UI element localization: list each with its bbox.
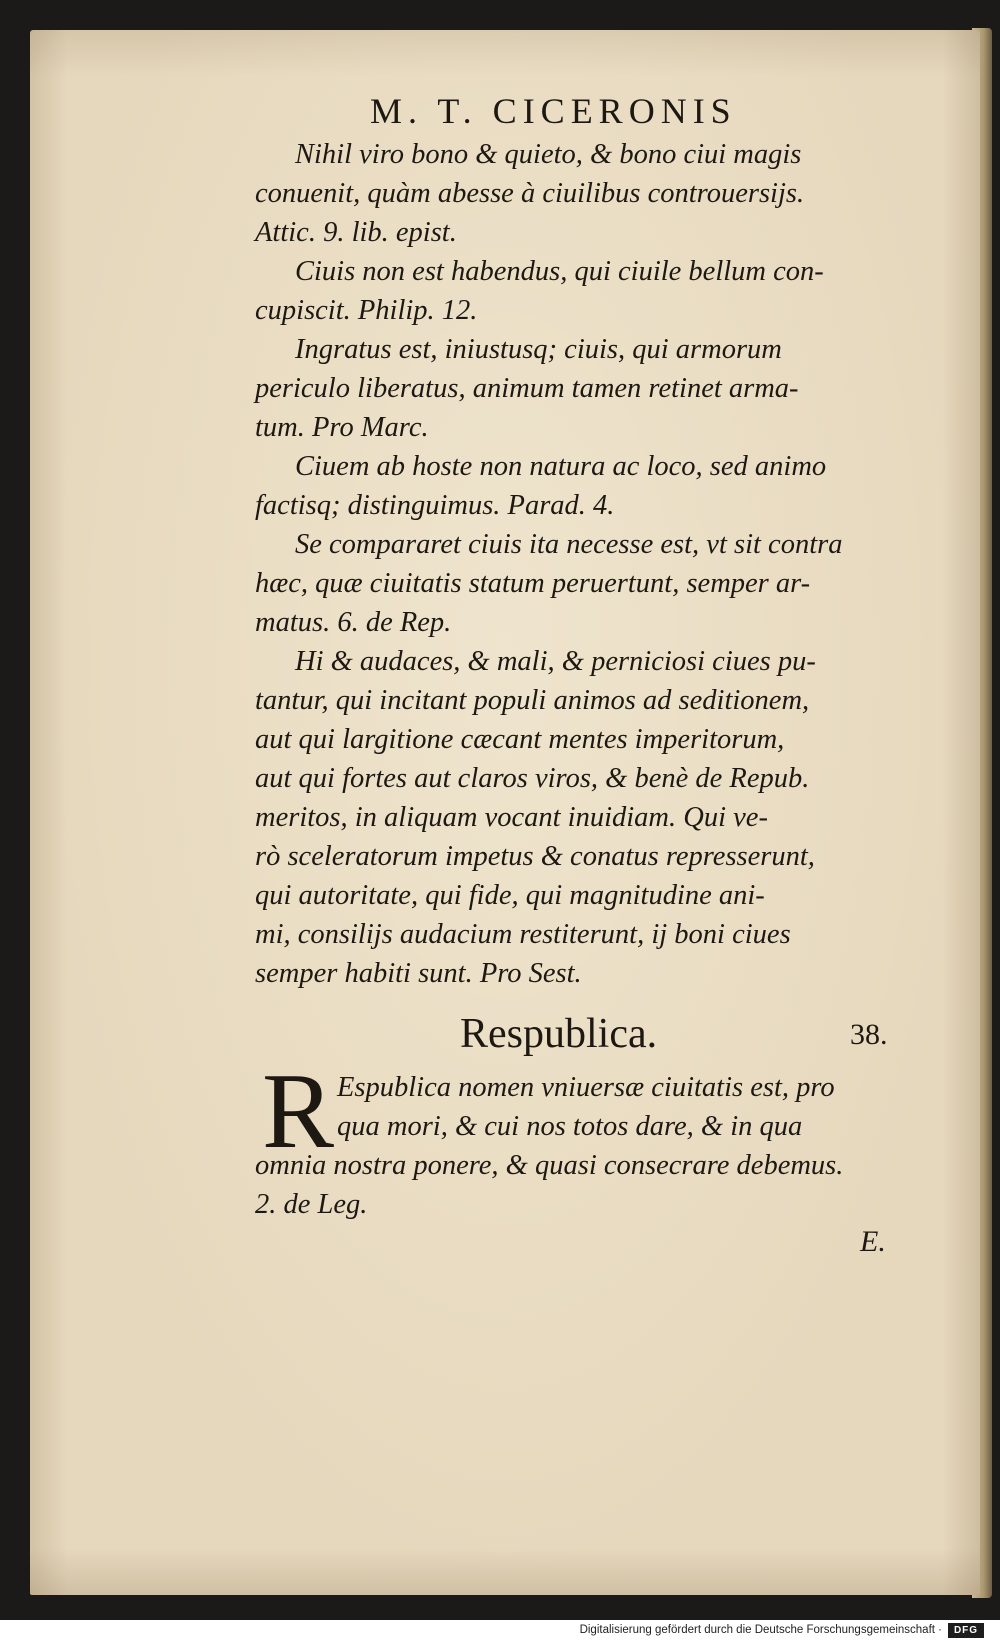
text-line: tantur, qui incitant populi animos ad seditionem, [255, 685, 810, 716]
text-line: Nihil viro bono & quieto, & bono ciui magis [295, 139, 802, 170]
text-line: Se compararet ciuis ita necesse est, vt sit contra [295, 529, 843, 560]
text-line: qui autoritate, qui fide, qui magnitudine ani- [255, 880, 765, 911]
section-heading: Respublica. [460, 1011, 658, 1057]
text-line: semper habiti sunt. Pro Sest. [255, 958, 582, 989]
catchword: E. [860, 1225, 886, 1258]
text-line: conuenit, quàm abesse à ciuilibus controuersijs. [255, 178, 805, 209]
text-line: 2. de Leg. [255, 1189, 368, 1220]
text-line: qua mori, & cui nos totos dare, & in qua [337, 1111, 803, 1142]
running-head: M. T. CICERONIS [370, 91, 737, 131]
digitization-credit: Digitalisierung gefördert durch die Deutsche Forschungsgemeinschaft · [579, 1624, 942, 1636]
dfg-logo: DFG [948, 1623, 984, 1638]
text-line: hæc, quæ ciuitatis statum peruertunt, semper ar- [255, 568, 811, 599]
text-line: tum. Pro Marc. [255, 412, 429, 443]
text-line: rò sceleratorum impetus & conatus represserunt, [255, 841, 815, 872]
text-line: omnia nostra ponere, & quasi consecrare debemus. [255, 1150, 844, 1181]
drop-cap: R [262, 1052, 335, 1171]
text-line: factisq; distinguimus. Parad. 4. [255, 490, 615, 521]
text-line: Ingratus est, iniustusq; ciuis, qui armorum [295, 334, 782, 365]
text-line: aut qui fortes aut claros viros, & benè de Repub. [255, 763, 810, 794]
text-line: Attic. 9. lib. epist. [255, 217, 457, 248]
text-line: periculo liberatus, animum tamen retinet arma- [255, 373, 799, 404]
body-text [255, 135, 935, 993]
text-line: Ciuis non est habendus, qui ciuile bellum con- [295, 256, 824, 287]
respublica-paragraph [255, 1068, 935, 1224]
text-line: mi, consilijs audacium restiterunt, ij boni ciues [255, 919, 791, 950]
text-line: Ciuem ab hoste non natura ac loco, sed animo [295, 451, 827, 482]
text-line: meritos, in aliquam vocant inuidiam. Qui ve- [255, 802, 768, 833]
text-line: matus. 6. de Rep. [255, 607, 452, 638]
text-line: aut qui largitione cæcant mentes imperitorum, [255, 724, 785, 755]
text-line: Espublica nomen vniuersæ ciuitatis est, pro [337, 1072, 835, 1103]
section-number: 38. [850, 1018, 888, 1051]
text-line: cupiscit. Philip. 12. [255, 295, 478, 326]
text-line: Hi & audaces, & mali, & perniciosi ciues pu- [295, 646, 816, 677]
